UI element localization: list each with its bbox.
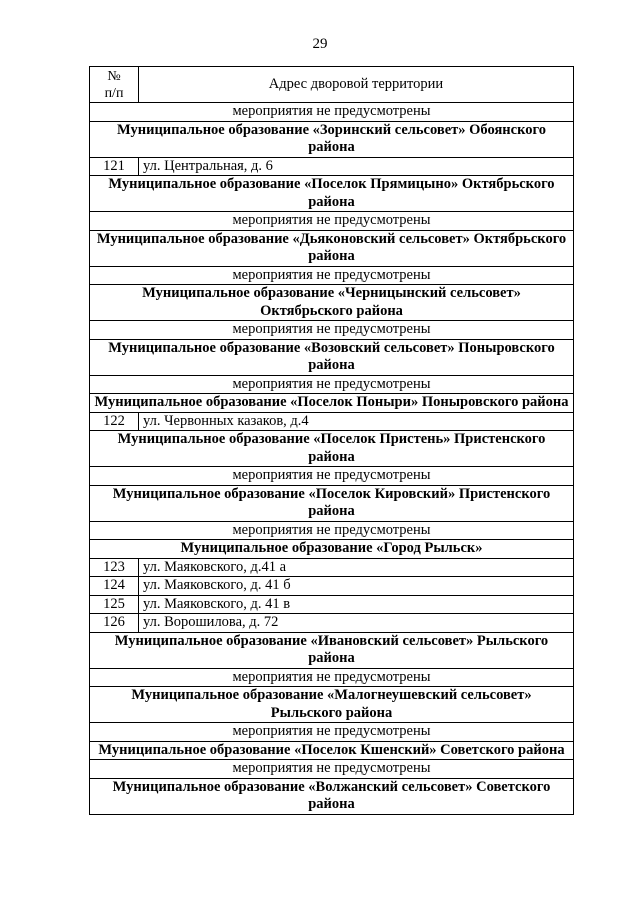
municipality-row <box>90 687 574 723</box>
municipality-row <box>90 285 574 321</box>
municipality-row <box>90 540 574 559</box>
table-row <box>90 558 574 577</box>
note-row <box>90 212 574 231</box>
table-row <box>90 614 574 633</box>
municipality-row <box>90 121 574 157</box>
municipality-heading: Муниципальное образование «Поселок Поныри» Поныровского района <box>90 394 574 413</box>
no-measures-note: мероприятия не предусмотрены <box>90 103 574 122</box>
row-number: 125 <box>90 595 139 614</box>
note-row <box>90 723 574 742</box>
column-header-address: Адрес дворовой территории <box>139 67 574 103</box>
municipality-row <box>90 339 574 375</box>
note-row <box>90 521 574 540</box>
no-measures-note: мероприятия не предусмотрены <box>90 521 574 540</box>
municipality-heading: Муниципальное образование «Город Рыльск» <box>90 540 574 559</box>
no-measures-note: мероприятия не предусмотрены <box>90 212 574 231</box>
table-header-row <box>90 67 574 103</box>
municipality-heading: Муниципальное образование «Поселок Пристень» Пристенского района <box>90 431 574 467</box>
note-row <box>90 266 574 285</box>
table-row <box>90 157 574 176</box>
address-table <box>89 66 574 815</box>
municipality-heading: Муниципальное образование «Возовский сельсовет» Поныровского района <box>90 339 574 375</box>
municipality-heading: Муниципальное образование «Черницынский сельсовет» Октябрьского района <box>90 285 574 321</box>
row-number: 124 <box>90 577 139 596</box>
note-row <box>90 760 574 779</box>
municipality-row <box>90 485 574 521</box>
no-measures-note: мероприятия не предусмотрены <box>90 760 574 779</box>
no-measures-note: мероприятия не предусмотрены <box>90 321 574 340</box>
note-row <box>90 375 574 394</box>
municipality-heading: Муниципальное образование «Поселок Кировский» Пристенского района <box>90 485 574 521</box>
column-header-number-line1: № <box>107 68 121 84</box>
table-body <box>90 103 574 815</box>
municipality-row <box>90 230 574 266</box>
municipality-heading: Муниципальное образование «Поселок Кшенский» Советского района <box>90 741 574 760</box>
municipality-heading: Муниципальное образование «Поселок Прямицыно» Октябрьского района <box>90 176 574 212</box>
table-row <box>90 577 574 596</box>
note-row <box>90 668 574 687</box>
row-number: 123 <box>90 558 139 577</box>
row-address: ул. Ворошилова, д. 72 <box>139 614 574 633</box>
table-row <box>90 412 574 431</box>
table-row <box>90 595 574 614</box>
row-number: 121 <box>90 157 139 176</box>
note-row <box>90 467 574 486</box>
no-measures-note: мероприятия не предусмотрены <box>90 266 574 285</box>
row-number: 122 <box>90 412 139 431</box>
municipality-heading: Муниципальное образование «Малогнеушевский сельсовет» Рыльского района <box>90 687 574 723</box>
municipality-heading: Муниципальное образование «Зоринский сельсовет» Обоянского района <box>90 121 574 157</box>
municipality-row <box>90 632 574 668</box>
municipality-row <box>90 176 574 212</box>
column-header-number-line2: п/п <box>104 85 124 101</box>
municipality-row <box>90 778 574 814</box>
municipality-heading: Муниципальное образование «Ивановский сельсовет» Рыльского района <box>90 632 574 668</box>
municipality-row <box>90 431 574 467</box>
row-address: ул. Маяковского, д. 41 б <box>139 577 574 596</box>
note-row <box>90 321 574 340</box>
no-measures-note: мероприятия не предусмотрены <box>90 723 574 742</box>
row-address: ул. Центральная, д. 6 <box>139 157 574 176</box>
municipality-row <box>90 741 574 760</box>
municipality-heading: Муниципальное образование «Дьяконовский сельсовет» Октябрьского района <box>90 230 574 266</box>
row-address: ул. Маяковского, д. 41 в <box>139 595 574 614</box>
no-measures-note: мероприятия не предусмотрены <box>90 467 574 486</box>
row-address: ул. Маяковского, д.41 а <box>139 558 574 577</box>
row-number: 126 <box>90 614 139 633</box>
row-address: ул. Червонных казаков, д.4 <box>139 412 574 431</box>
no-measures-note: мероприятия не предусмотрены <box>90 668 574 687</box>
column-header-number <box>90 67 139 103</box>
municipality-row <box>90 394 574 413</box>
no-measures-note: мероприятия не предусмотрены <box>90 375 574 394</box>
note-row <box>90 103 574 122</box>
municipality-heading: Муниципальное образование «Волжанский сельсовет» Советского района <box>90 778 574 814</box>
page-number: 29 <box>312 36 328 52</box>
